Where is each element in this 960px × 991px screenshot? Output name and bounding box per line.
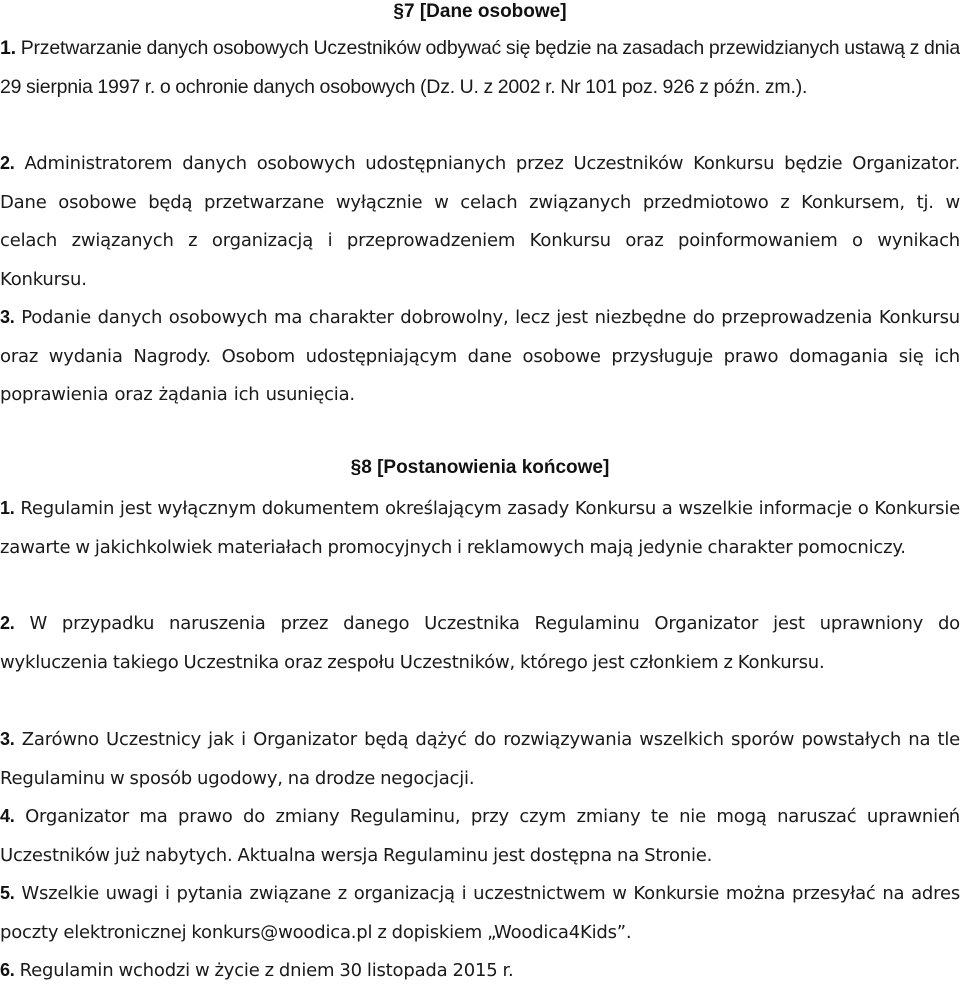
section-8-item-2 bbox=[0, 604, 960, 682]
section-7-item-3 bbox=[0, 298, 960, 415]
item-number: 1. bbox=[0, 498, 15, 518]
item-text: Regulamin wchodzi w życie z dniem 30 listopada 2015 r. bbox=[19, 960, 514, 981]
item-text: Regulamin jest wyłącznym dokumentem określającym zasady Konkursu a wszelkie informacje o Konkursie zawarte w jakichkolwiek materiałach promocyjnych i reklamowych mają jedynie charakter pomocniczy. bbox=[0, 498, 960, 558]
item-text: Przetwarzanie danych osobowych Uczestników odbywać się będzie na zasadach przewidzianych ustawą z dnia 29 sierpnia 1997 r. o ochronie danych osobowych (Dz. U. z 2002 r. Nr 101 poz. 926 z późn. zm.). bbox=[0, 37, 960, 98]
item-number: 2. bbox=[0, 153, 15, 173]
item-text: W przypadku naruszenia przez danego Uczestnika Regulaminu Organizator jest uprawniony do wykluczenia takiego Uczestnika oraz zespołu Uczestników, którego jest członkiem z Konkursu. bbox=[0, 613, 960, 673]
item-number: 4. bbox=[0, 806, 15, 826]
section-8-heading: §8 [Postanowienia końcowe] bbox=[350, 457, 610, 478]
item-text: Podanie danych osobowych ma charakter dobrowolny, lecz jest niezbędne do przeprowadzenia Konkursu oraz wydania Nagrody. Osobom udostępniającym dane osobowe przysługuje prawo domagania się ich poprawienia oraz żądania ich usunięcia. bbox=[0, 307, 960, 405]
section-7-heading: §7 [Dane osobowe] bbox=[393, 1, 567, 22]
section-8-item-4 bbox=[0, 797, 960, 875]
section-8-item-3 bbox=[0, 720, 960, 798]
item-number: 3. bbox=[0, 307, 15, 327]
item-number: 5. bbox=[0, 883, 15, 903]
section-8-item-1 bbox=[0, 489, 960, 567]
section-7-item-2 bbox=[0, 144, 960, 299]
item-number: 2. bbox=[0, 613, 15, 633]
section-8-item-6 bbox=[0, 951, 960, 991]
item-text: Zarówno Uczestnicy jak i Organizator będą dążyć do rozwiązywania wszelkich sporów powstałych na tle Regulaminu w sposób ugodowy, na drodze negocjacji. bbox=[0, 729, 960, 789]
section-7-item-1 bbox=[0, 29, 960, 106]
item-number: 3. bbox=[0, 729, 15, 749]
item-number: 1. bbox=[0, 37, 16, 59]
section-8-item-5 bbox=[0, 874, 960, 952]
item-number: 6. bbox=[0, 960, 15, 980]
item-text: Organizator ma prawo do zmiany Regulaminu, przy czym zmiany te nie mogą naruszać uprawnień Uczestników już nabytych. Aktualna wersja Regulaminu jest dostępna na Stronie. bbox=[0, 806, 960, 866]
item-text: Wszelkie uwagi i pytania związane z organizacją i uczestnictwem w Konkursie można przesyłać na adres poczty elektronicznej konkurs@woodica.pl z dopiskiem „Woodica4Kids”. bbox=[0, 883, 960, 943]
item-text: Administratorem danych osobowych udostępnianych przez Uczestników Konkursu będzie Organizator. Dane osobowe będą przetwarzane wyłącznie w celach związanych przedmiotowo z Konkursem, tj. w celach związanych z organizacją i przeprowadzeniem Konkursu oraz poinformowaniem o wynikach Konkursu. bbox=[0, 153, 960, 290]
